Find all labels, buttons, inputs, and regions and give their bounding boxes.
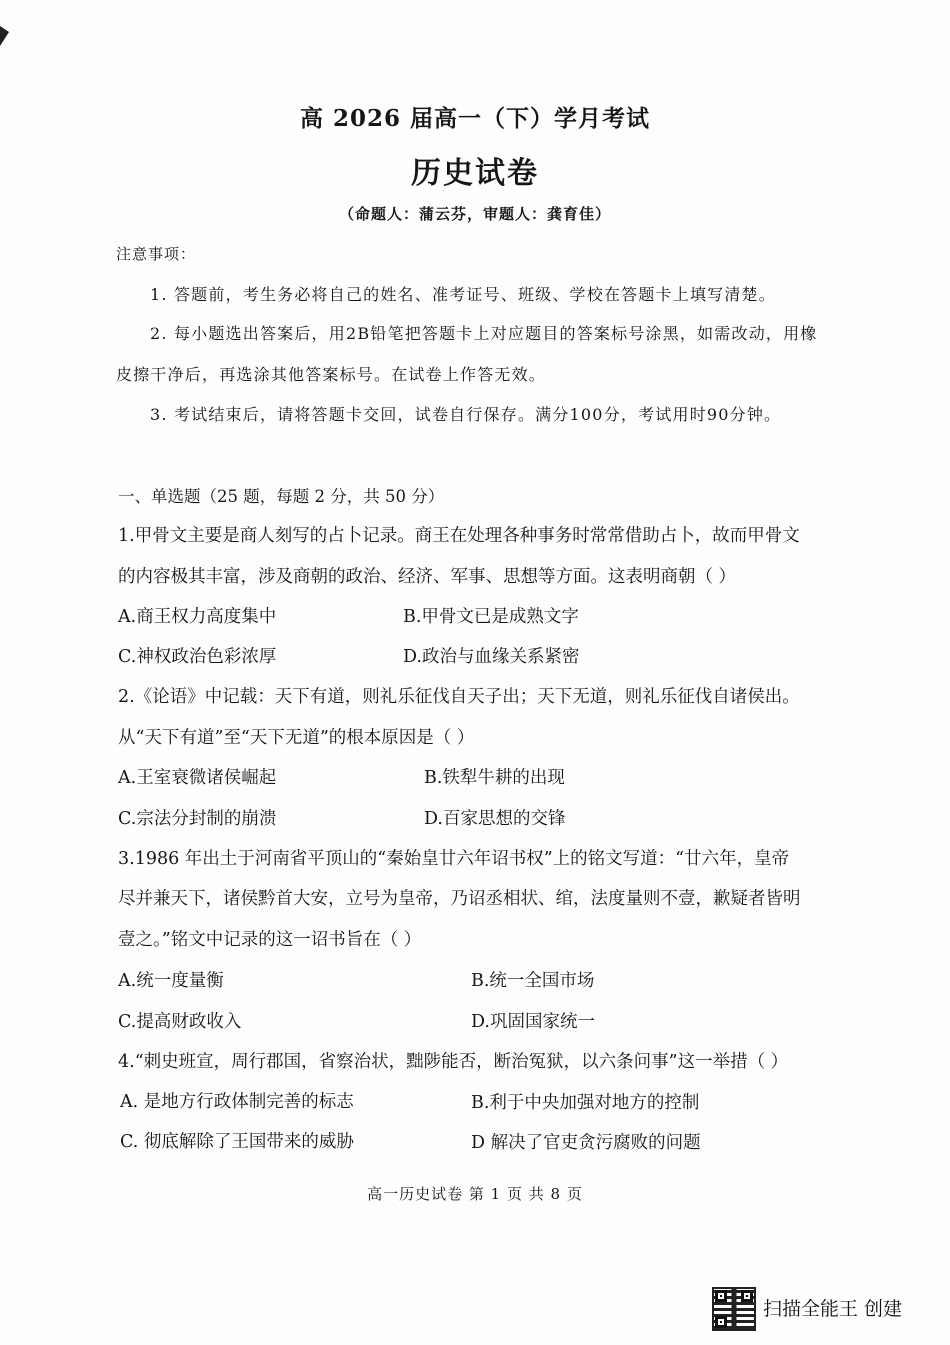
question-4-option-a: A. 是地方行政体制完善的标志 xyxy=(120,1092,354,1112)
question-1-option-a: A.商王权力高度集中 xyxy=(118,607,277,627)
qr-code-icon xyxy=(712,1287,756,1331)
question-4-line: 4.“刺史班宣，周行郡国，省察治状，黜陟能否，断治冤狱，以六条问事”这一举措（ ） xyxy=(118,1052,789,1072)
question-2-option-d: D.百家思想的交锋 xyxy=(424,809,566,829)
exam-title: 高 2026 届高一（下）学月考试 xyxy=(299,105,651,132)
question-3-option-b: B.统一全国市场 xyxy=(471,971,595,991)
question-3-line: 3.1986 年出土于河南省平顶山的“秦始皇廿六年诏书权”上的铭文写道：“廿六年，皇帝 xyxy=(118,849,790,869)
section-heading: 一、单选题（25 题，每题 2 分，共 50 分） xyxy=(118,487,445,506)
question-1-line: 的内容极其丰富，涉及商朝的政治、经济、军事、思想等方面。这表明商朝（ ） xyxy=(118,567,737,587)
page-footer: 高一历史试卷 第 1 页 共 8 页 xyxy=(367,1185,583,1203)
question-4-option-d: D 解决了官吏贪污腐败的问题 xyxy=(471,1133,701,1153)
notice-line: 3. 考试结束后，请将答题卡交回，试卷自行保存。满分100分，考试用时90分钟。 xyxy=(150,405,782,424)
question-3-line: 壹之。”铭文中记录的这一诏书旨在（ ） xyxy=(118,930,422,950)
question-1-option-b: B.甲骨文已是成熟文字 xyxy=(403,607,579,627)
exam-subject: 历史试卷 xyxy=(411,156,539,191)
question-3-option-c: C.提高财政收入 xyxy=(118,1012,242,1032)
notice-heading: 注意事项： xyxy=(116,245,197,263)
question-1-option-d: D.政治与血缘关系紧密 xyxy=(403,647,580,667)
question-3-option-a: A.统一度量衡 xyxy=(118,971,224,991)
notice-line: 2. 每小题选出答案后，用2B铅笔把答题卡上对应题目的答案标号涂黑，如需改动，用橡 xyxy=(150,324,818,343)
question-4-option-b: B.利于中央加强对地方的控制 xyxy=(471,1093,700,1113)
question-3-line: 尽并兼天下，诸侯黔首大安，立号为皇帝，乃诏丞相状、绾，法度量则不壹，歉疑者皆明 xyxy=(118,889,801,909)
question-1-option-c: C.神权政治色彩浓厚 xyxy=(118,647,277,667)
scanner-watermark: 扫描全能王 创建 xyxy=(763,1298,903,1320)
scan-corner-mark xyxy=(0,26,9,46)
exam-authors: （命题人：蒲云芬，审题人：龚育佳） xyxy=(338,205,611,223)
question-3-option-d: D.巩固国家统一 xyxy=(471,1012,595,1032)
question-2-line: 2.《论语》中记载：天下有道，则礼乐征伐自天子出；天下无道，则礼乐征伐自诸侯出。 xyxy=(118,687,800,707)
question-2-line: 从“天下有道”至“天下无道”的根本原因是（ ） xyxy=(118,728,475,748)
question-2-option-c: C.宗法分封制的崩溃 xyxy=(118,809,277,829)
notice-line: 1. 答题前，考生务必将自己的姓名、准考证号、班级、学校在答题卡上填写清楚。 xyxy=(150,285,776,304)
question-2-option-a: A.王室衰微诸侯崛起 xyxy=(118,768,277,788)
question-2-option-b: B.铁犁牛耕的出现 xyxy=(424,768,565,788)
question-1-line: 1.甲骨文主要是商人刻写的占卜记录。商王在处理各种事务时常常借助占卜，故而甲骨文 xyxy=(118,526,800,546)
notice-line: 皮擦干净后，再选涂其他答案标号。在试卷上作答无效。 xyxy=(116,365,547,384)
question-4-option-c: C. 彻底解除了王国带来的威胁 xyxy=(120,1132,354,1152)
